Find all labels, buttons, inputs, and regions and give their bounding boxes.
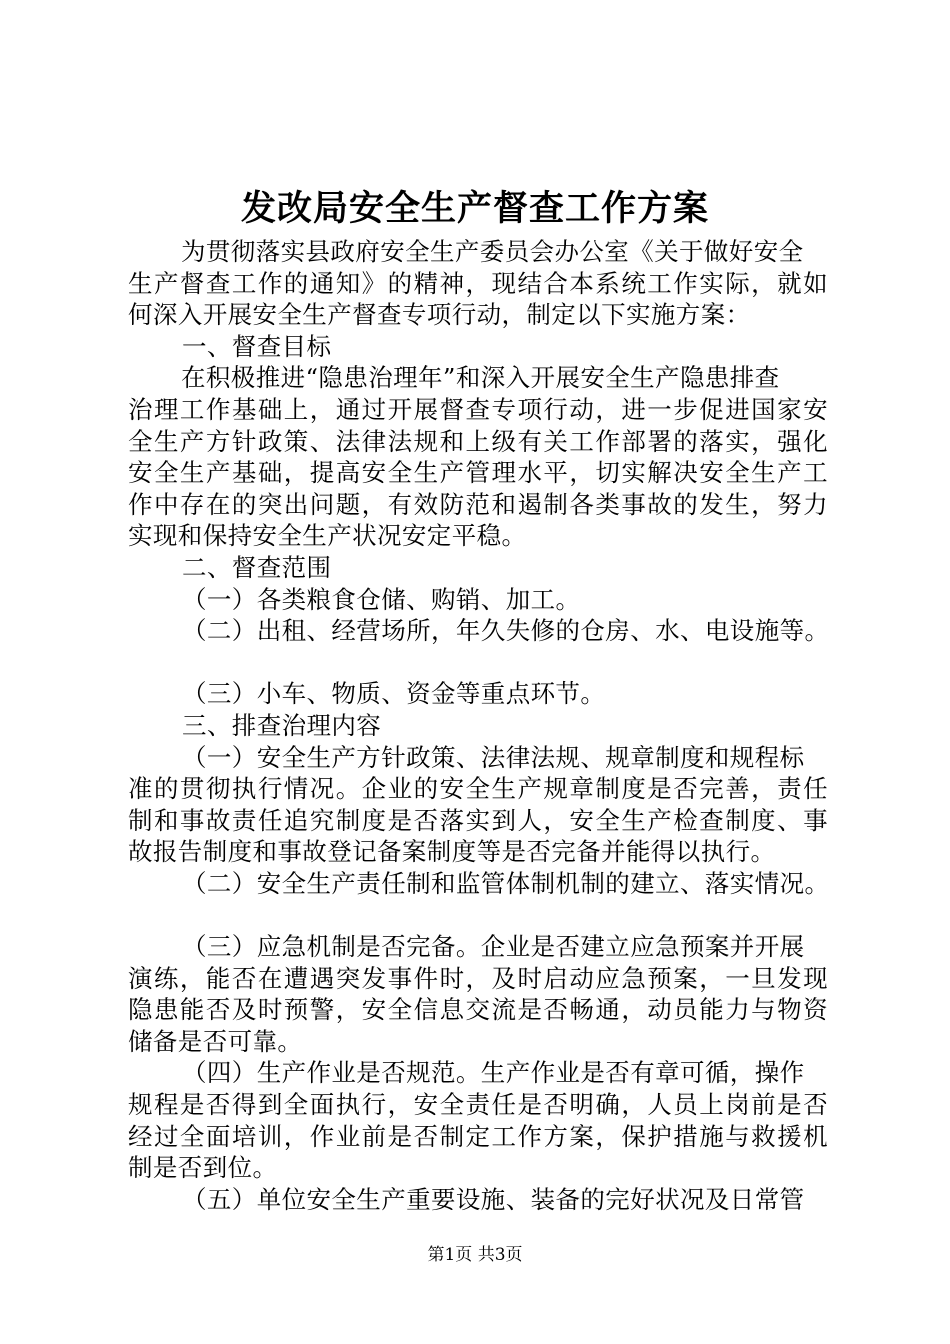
blank-line bbox=[128, 647, 828, 679]
paragraph-line: 实现和保持安全生产状况安定平稳。 bbox=[128, 521, 527, 551]
paragraph-line: 为贯彻落实县政府安全生产委员会办公室《关于做好安全 bbox=[181, 237, 804, 266]
paragraph-line: （一）安全生产方针政策、法律法规、规章制度和规程标 bbox=[182, 742, 805, 772]
paragraph-line: 生产督查工作的通知》的精神，现结合本系统工作实际，就如 bbox=[128, 268, 828, 298]
document-body bbox=[128, 236, 828, 1215]
paragraph-line: 准的贯彻执行情况。企业的安全生产规章制度是否完善，责任 bbox=[128, 774, 828, 804]
paragraph-line: （二）安全生产责任制和监管体制机制的建立、落实情况。 bbox=[182, 868, 830, 898]
paragraph-line: （五）单位安全生产重要设施、装备的完好状况及日常管 bbox=[182, 1184, 805, 1214]
paragraph-line: 安全生产基础，提高安全生产管理水平，切实解决安全生产工 bbox=[128, 458, 828, 488]
paragraph-line: 制和事故责任追究制度是否落实到人，安全生产检查制度、事 bbox=[128, 805, 828, 835]
blank-line bbox=[128, 899, 828, 931]
paragraph-line: 制是否到位。 bbox=[128, 1153, 278, 1183]
paragraph-line: 经过全面培训，作业前是否制定工作方案，保护措施与救援机 bbox=[128, 1121, 828, 1151]
paragraph-line: 在积极推进“隐患治理年”和深入开展安全生产隐患排查 bbox=[181, 363, 780, 393]
paragraph-line: 规程是否得到全面执行，安全责任是否明确，人员上岗前是否 bbox=[128, 1090, 828, 1120]
page-number-footer: 第1页 共3页 bbox=[427, 1245, 523, 1265]
paragraph-line: 故报告制度和事故登记备案制度等是否完备并能得以执行。 bbox=[128, 837, 776, 867]
paragraph-line: 治理工作基础上，通过开展督查专项行动，进一步促进国家安 bbox=[128, 394, 828, 424]
paragraph-line: （三）应急机制是否完备。企业是否建立应急预案并开展 bbox=[182, 932, 805, 962]
paragraph-line: （四）生产作业是否规范。生产作业是否有章可循，操作 bbox=[182, 1058, 805, 1088]
section-heading: 二、督查范围 bbox=[182, 552, 332, 582]
paragraph-line: 隐患能否及时预警，安全信息交流是否畅通，动员能力与物资 bbox=[128, 995, 828, 1025]
section-heading: 三、排查治理内容 bbox=[182, 710, 382, 740]
paragraph-line: 储备是否可靠。 bbox=[128, 1026, 303, 1056]
section-heading: 一、督查目标 bbox=[182, 331, 332, 361]
list-item: （一）各类粮食仓储、购销、加工。 bbox=[182, 584, 581, 614]
list-item: （二）出租、经营场所，年久失修的仓房、水、电设施等。 bbox=[182, 616, 830, 646]
paragraph-line: 演练，能否在遭遇突发事件时，及时启动应急预案，一旦发现 bbox=[128, 963, 828, 993]
document-title: 发改局安全生产督查工作方案 bbox=[240, 188, 709, 229]
paragraph-line: 作中存在的突出问题，有效防范和遏制各类事故的发生，努力 bbox=[128, 489, 828, 519]
list-item: （三）小车、物质、资金等重点环节。 bbox=[182, 679, 606, 709]
paragraph-line: 何深入开展安全生产督查专项行动，制定以下实施方案： bbox=[128, 300, 751, 330]
paragraph-line: 全生产方针政策、法律法规和上级有关工作部署的落实，强化 bbox=[128, 426, 828, 456]
